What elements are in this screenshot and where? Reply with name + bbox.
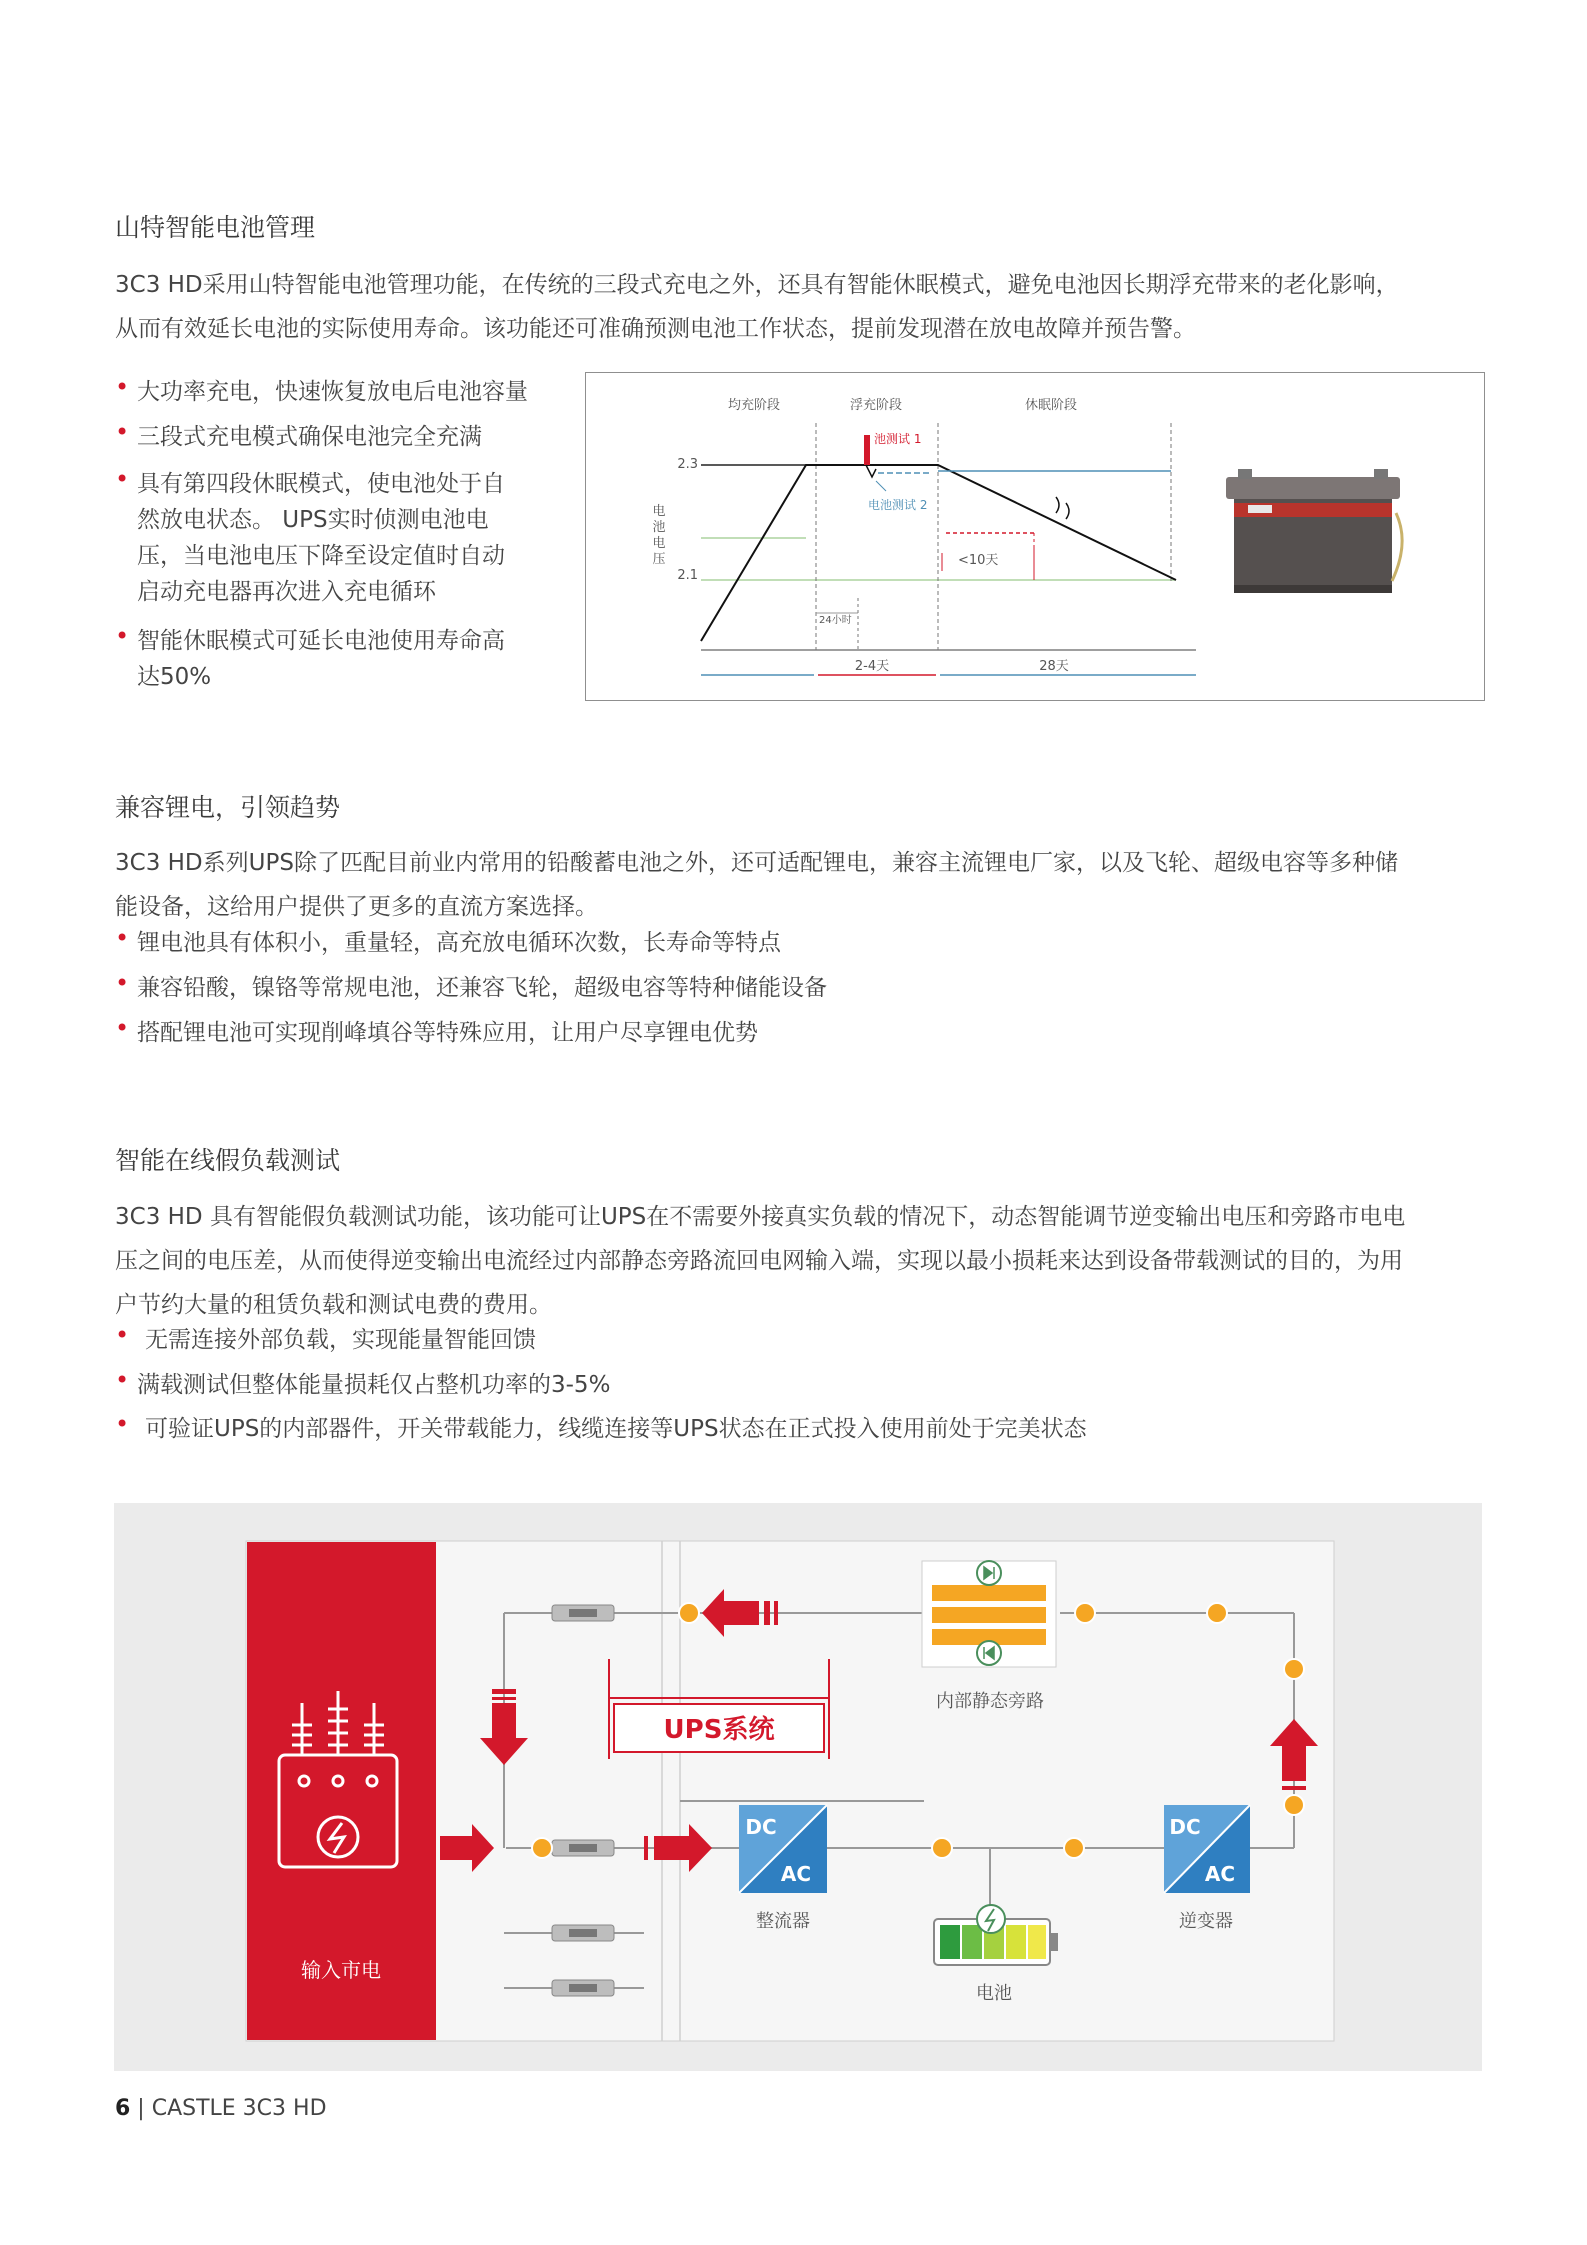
phase-label-hibernate: 休眠阶段 (1024, 398, 1078, 413)
y-axis-label-2: 池 (652, 520, 666, 535)
span-28-days-label: 28天 (1039, 659, 1069, 674)
bullet-dot: • (115, 1321, 130, 1349)
battery-test-2-pointer (876, 481, 886, 491)
y-tick-2-1: 2.1 (677, 568, 698, 583)
span-2-4-days-label: 2-4天 (854, 659, 890, 674)
bullet-dot: • (115, 373, 130, 401)
bullet-dot: • (115, 1014, 130, 1042)
static-bypass-block (922, 1561, 1056, 1667)
ups-flow-diagram (114, 1503, 1482, 2071)
footer-separator: | (130, 2096, 152, 2121)
y-axis-label-4: 压 (652, 552, 666, 567)
breaker-main (552, 1840, 614, 1856)
rectifier-ac-text: AC (780, 1862, 812, 1886)
bullet-dot: • (115, 622, 130, 650)
phase-label-float: 浮充阶段 (849, 398, 903, 413)
inverter-ac-text: AC (1204, 1862, 1236, 1886)
bullet-dot: • (115, 1366, 130, 1394)
y-tick-2-3: 2.3 (677, 457, 698, 472)
y-axis-label-3: 电 (652, 536, 666, 551)
section-title-dummy-load-test: 智能在线假负载测试 (115, 1146, 341, 1175)
battery-test-2-label: 电池测试 2 (868, 498, 928, 512)
phase-label-equalize: 均充阶段 (727, 398, 781, 413)
battery-label: 电池 (976, 1983, 1012, 2004)
section-title-battery-management: 山特智能电池管理 (115, 213, 316, 242)
bullet-dot: • (115, 465, 130, 493)
rectifier-icon (739, 1805, 827, 1893)
battery-charge-icon (977, 1905, 1005, 1933)
bullet-dot: • (115, 1410, 130, 1438)
y-axis-label-1: 电 (652, 504, 666, 519)
inverter-label: 逆变器 (1179, 1911, 1233, 1932)
breaker-aux-2 (552, 1980, 614, 1996)
less-10-days-label: <10天 (958, 553, 999, 568)
input-mains-label: 输入市电 (301, 1958, 381, 1982)
ups-dummy-load-diagram (114, 1503, 1482, 2071)
bullet-dot: • (115, 924, 130, 952)
bullet-dot: • (115, 969, 130, 997)
input-mains-block (247, 1542, 436, 2040)
battery-test-1-marker (864, 435, 870, 465)
curve-break-mark (1056, 497, 1069, 519)
breaker-aux-1 (552, 1925, 614, 1941)
battery-product-image (1226, 469, 1402, 593)
battery-test-1-label: 池测试 1 (874, 432, 922, 446)
inverter-icon (1164, 1805, 1250, 1893)
breaker-top (552, 1605, 614, 1621)
battery-test-2-dip (866, 465, 876, 477)
rectifier-label: 整流器 (756, 1911, 810, 1932)
section-title-lithium: 兼容锂电，引领趋势 (115, 793, 341, 822)
h24-label: 24小时 (819, 615, 852, 626)
footer-document-name: CASTLE 3C3 HD (151, 2096, 327, 2121)
charge-stage-diagram (586, 373, 1484, 700)
bullet-dot: • (115, 418, 130, 446)
page-number: 6 (115, 2096, 131, 2121)
page-footer (115, 2096, 327, 2121)
static-bypass-label: 内部静态旁路 (936, 1691, 1044, 1712)
ups-system-title: UPS系统 (663, 1715, 775, 1745)
inverter-dc-text: DC (1169, 1815, 1201, 1839)
battery-charge-chart (585, 372, 1485, 701)
rectifier-dc-text: DC (745, 1815, 777, 1839)
